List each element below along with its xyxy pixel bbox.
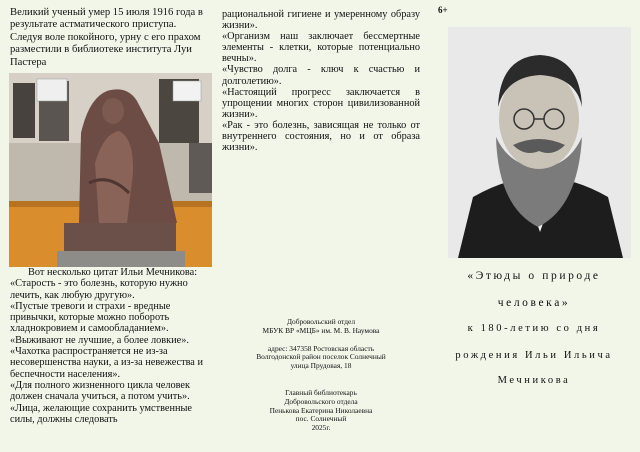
quote-item: «Настоящий прогресс заключается в упрощении многих сторон цивилизованной жизни». [222,86,420,120]
quote-item: «Пустые тревоги и страхи - вредные привычки, которые можно побороть хладнокровием и самообладанием». [10,300,171,335]
quotes-left-column [10,267,207,425]
role-line: Добровольского отдела [284,396,358,406]
monument-photo [9,73,212,267]
quotes-lead: Вот несколько цитат Ильи Мечникова: [28,267,198,278]
subtitle-line: Мечникова [497,375,571,386]
org-line: МБУК ВР «МЦБ» им. М. В. Наумова [262,325,380,335]
subtitle-line: к 180-летию со дня [467,323,601,334]
address-line: Волгодонской район поселок Солнечный [256,352,386,362]
quote-item: «Рак - это болезнь, зависящая не только от внутреннего состояния, но и от образа жизни». [222,119,420,154]
title-line: «Этюды о природе [467,270,601,282]
org-line: Добровольский отдел [286,317,356,326]
address-line: улица Прудовая, 18 [290,361,352,371]
credits-block [226,318,416,433]
person-name: Пенькова Екатерина Николаевна [269,405,373,415]
quote-continuation: рациональной гигиене и умеренному образу жизни». [222,9,420,32]
place-line: пос. Солнечный [295,414,347,424]
quote-item: «Чахотка распространяется не из-за несовершенства науки, а из-за невежества и беспечности населения». [10,346,203,380]
quote-item: «Чувство долга - ключ к счастью и долголетию». [222,64,420,87]
intro-paragraph: Великий ученый умер 15 июля 1916 года в результате астматического приступа. Следуя воле покойного, урну с его прахом разместили в библиотеке института Луи Пастера [10,7,203,68]
year-line: 2025г. [311,423,331,433]
address-line: адрес: 347358 Ростовская область [267,343,375,353]
portrait-photo [448,27,631,258]
quote-item: «Лица, желающие сохранить умственные силы, должны следовать [10,402,193,425]
subtitle-line: рождения Ильи Ильича [455,350,613,361]
quote-item: «Выживают не лучшие, а более ловкие». [10,334,189,346]
quote-item: «Для полного жизненного цикла человек должен сначала учиться, а потом учить». [10,379,190,403]
title-block [432,268,636,386]
quote-item: «Старость - это болезнь, которую нужно лечить, как любую другую». [10,278,188,301]
quote-item: «Организм наш заключает бессмертные элементы - клетки, которые потенциально вечны». [222,31,420,65]
title-line: человека» [497,297,571,309]
quotes-middle-column [222,9,420,153]
age-rating-badge: 6+ [438,5,448,15]
role-line: Главный библиотекарь [285,387,357,397]
